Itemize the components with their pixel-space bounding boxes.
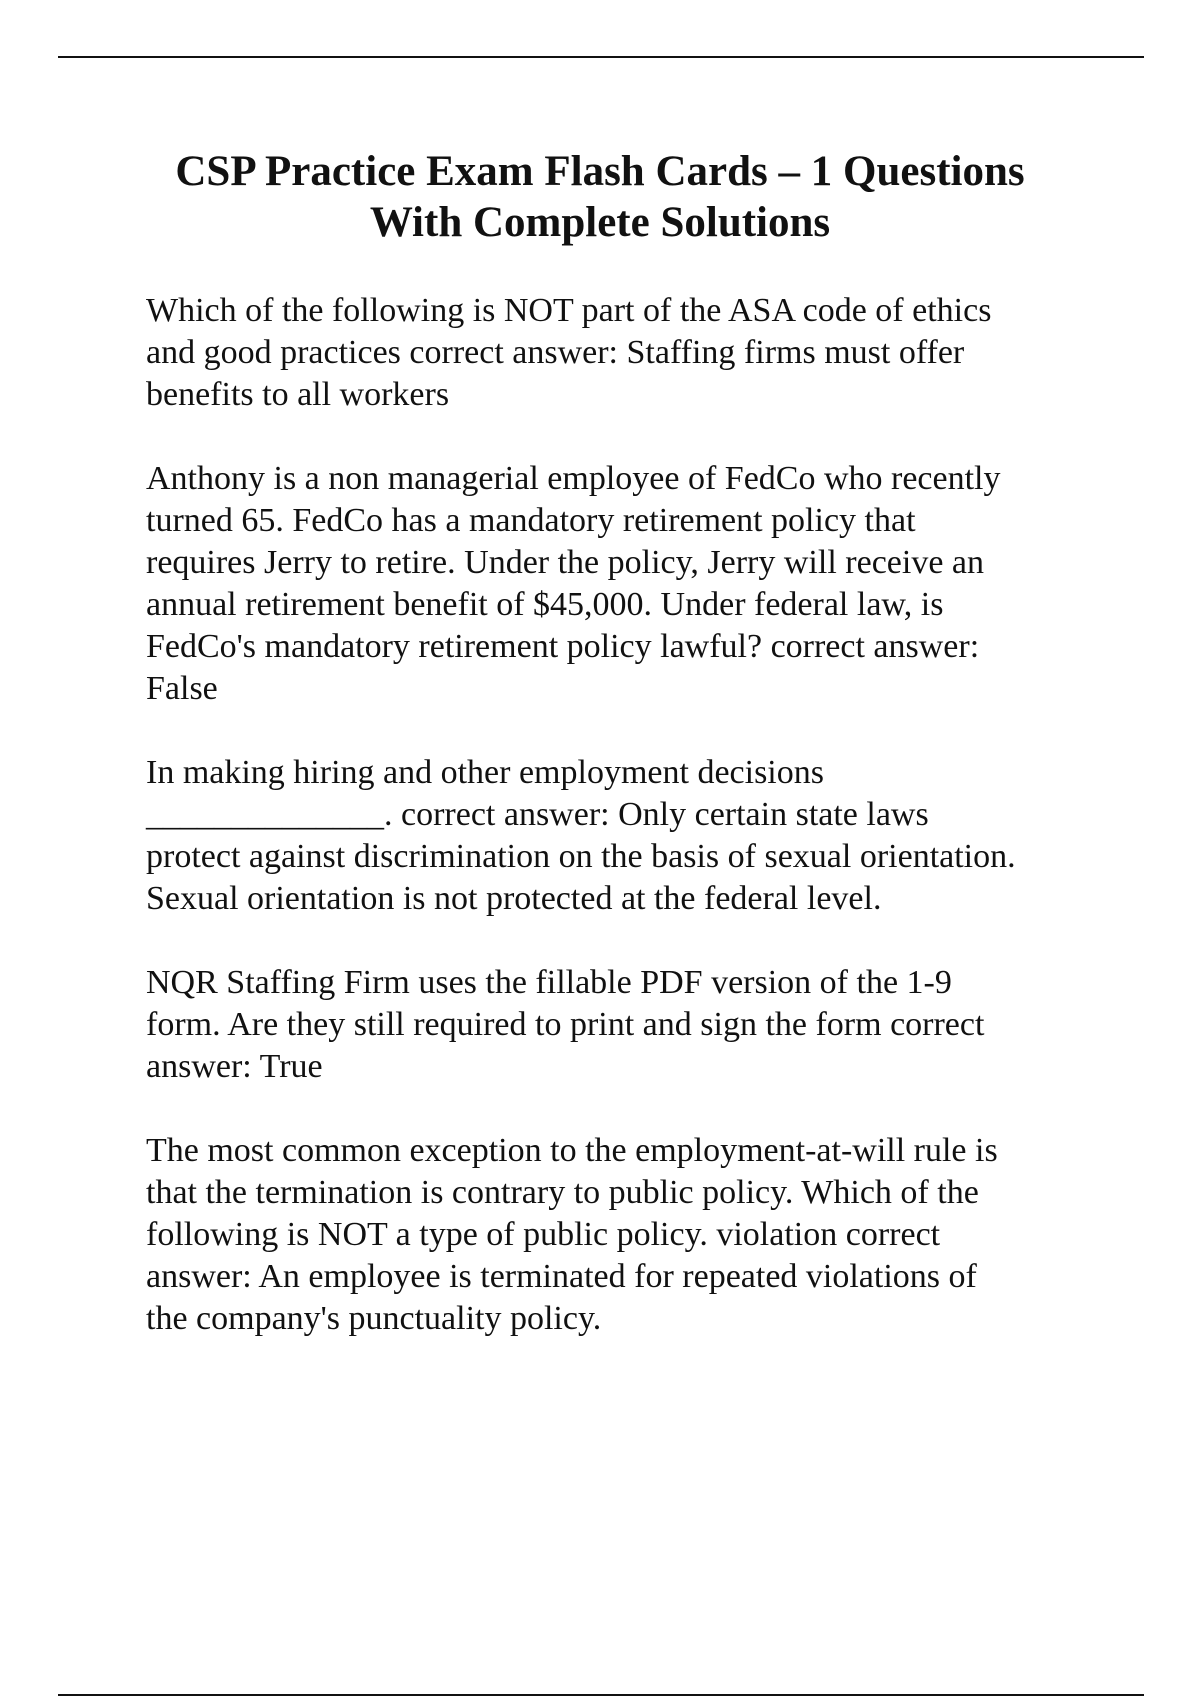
flash-card	[146, 458, 1096, 710]
bottom-rule	[58, 1694, 1144, 1696]
card-line: protect against discrimination on the basis of sexual orientation.	[146, 838, 1016, 875]
flash-card	[146, 962, 1096, 1088]
card-line: False	[146, 670, 218, 707]
title-line: CSP Practice Exam Flash Cards – 1 Questions	[175, 148, 1025, 195]
flash-card	[146, 752, 1096, 920]
card-line: form. Are they still required to print and sign the form correct	[146, 1006, 985, 1043]
flash-card	[146, 290, 1096, 416]
card-line: the company's punctuality policy.	[146, 1300, 602, 1337]
card-line: FedCo's mandatory retirement policy lawful? correct answer:	[146, 628, 980, 665]
card-line: ______________. correct answer: Only certain state laws	[146, 796, 929, 833]
card-line: NQR Staffing Firm uses the fillable PDF version of the 1-9	[146, 964, 952, 1001]
card-line: benefits to all workers	[146, 376, 450, 413]
card-line: Which of the following is NOT part of the ASA code of ethics	[146, 292, 992, 329]
card-line: answer: An employee is terminated for repeated violations of	[146, 1258, 977, 1295]
card-line: Anthony is a non managerial employee of FedCo who recently	[146, 460, 1001, 497]
card-line: and good practices correct answer: Staffing firms must offer	[146, 334, 965, 371]
title-line: With Complete Solutions	[369, 199, 831, 246]
flash-card-list	[146, 290, 1096, 1382]
card-line: The most common exception to the employment-at-will rule is	[146, 1132, 998, 1169]
top-rule	[58, 56, 1144, 58]
card-line: annual retirement benefit of $45,000. Under federal law, is	[146, 586, 944, 623]
card-line: following is NOT a type of public policy. violation correct	[146, 1216, 941, 1253]
card-line: turned 65. FedCo has a mandatory retirement policy that	[146, 502, 916, 539]
document-title	[120, 146, 1080, 248]
flash-card	[146, 1130, 1096, 1340]
card-line: answer: True	[146, 1048, 323, 1085]
card-line: Sexual orientation is not protected at the federal level.	[146, 880, 882, 917]
card-line: In making hiring and other employment decisions	[146, 754, 824, 791]
card-line: that the termination is contrary to public policy. Which of the	[146, 1174, 979, 1211]
card-line: requires Jerry to retire. Under the policy, Jerry will receive an	[146, 544, 984, 581]
